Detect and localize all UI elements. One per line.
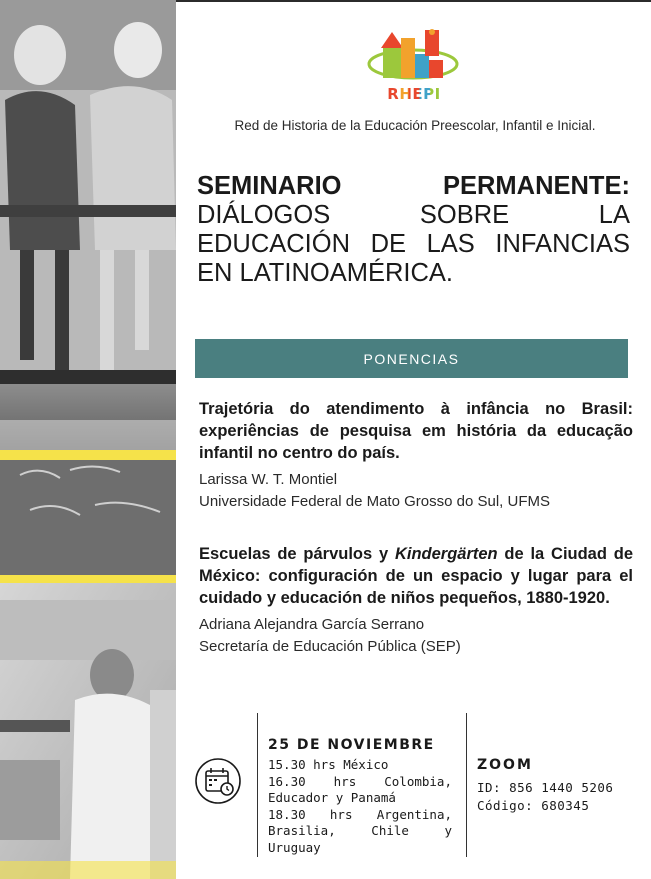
talk-title: Trajetória do atendimento à infância no Brasil: experiências de pesquisa em história da educação infantil no centro do país. (199, 400, 633, 462)
event-time-mexico: 15.30 hrs México (268, 757, 389, 772)
title-line-1: SEMINARIO PERMANENTE: (197, 172, 630, 200)
talk-title-part-1: Escuelas de párvulos y (199, 545, 395, 563)
calendar-clock-icon (194, 757, 242, 805)
talk-item (199, 543, 633, 658)
section-header-bar (195, 339, 628, 378)
talk-institution: Universidade Federal de Mato Grosso do Sul, UFMS (199, 493, 550, 510)
talk-title-part-2: de la Ciudad de México: configuración de un espacio y lugar para el cuidado y educación de niños pequeños, 1880-1920. (199, 545, 633, 607)
seminar-title (197, 172, 630, 288)
title-line-2: DIÁLOGOS SOBRE LA (197, 201, 630, 229)
title-line-4: EN LATINOAMÉRICA. (197, 259, 453, 287)
logo-wordmark (366, 85, 462, 103)
organization-name: Red de Historia de la Educación Preescolar, Infantil e Inicial. (234, 118, 596, 133)
talk-speaker: Larissa W. T. Montiel (199, 471, 338, 488)
children-photo-collage (0, 0, 176, 879)
zoom-info-block (477, 757, 637, 815)
zoom-meeting-id[interactable]: ID: 856 1440 5206 (477, 780, 614, 795)
divider-line (257, 713, 258, 857)
section-label: PONENCIAS (363, 350, 460, 367)
event-date-block (268, 737, 452, 856)
talk-title (199, 543, 633, 609)
title-line-3: EDUCACIÓN DE LAS INFANCIAS (197, 230, 630, 258)
event-time-colombia: 16.30 hrs Colombia, Educador y Panamá (268, 773, 452, 805)
talk-title-italic: Kindergärten (394, 545, 498, 563)
historical-photo-strip (0, 0, 176, 879)
zoom-passcode[interactable]: Código: 680345 (477, 798, 590, 813)
logo-wordmark-text: RHEPI (387, 85, 441, 103)
top-rule (176, 0, 651, 2)
event-time-argentina: 18.30 hrs Argentina, Brasilia, Chile y Uruguay (268, 806, 452, 855)
divider-line (466, 713, 467, 857)
event-date: 25 DE NOVIEMBRE (268, 737, 435, 753)
zoom-label: ZOOM (477, 757, 533, 773)
talk-institution: Secretaría de Educación Pública (SEP) (199, 638, 461, 655)
talk-item (199, 398, 633, 513)
talk-speaker: Adriana Alejandra García Serrano (199, 616, 425, 633)
